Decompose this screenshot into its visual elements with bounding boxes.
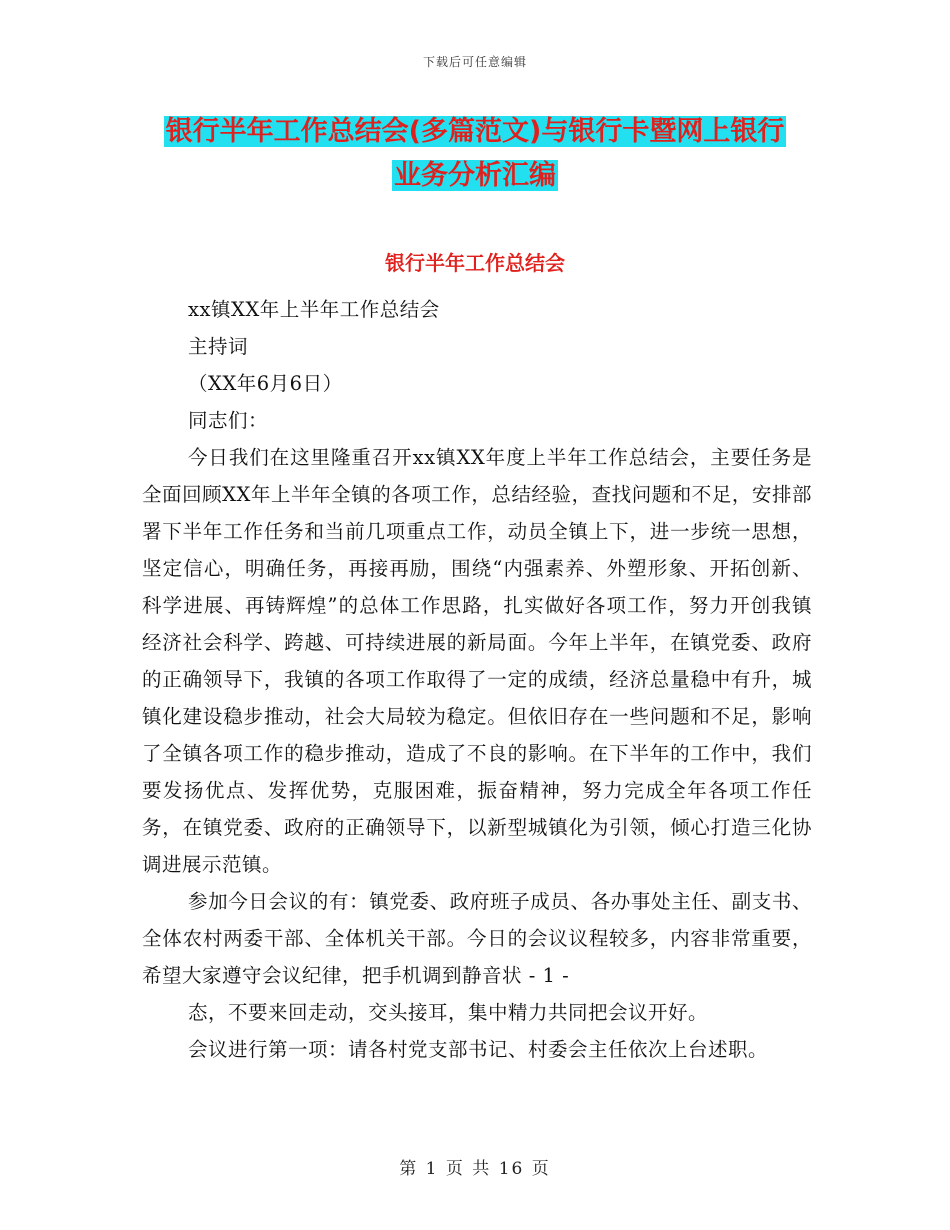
paragraph: 主持词 [188, 335, 249, 358]
paragraph: 同志们： [188, 409, 269, 432]
paragraph: （XX年6月6日） [188, 372, 343, 395]
page-footer: 第 1 页 共 16 页 [399, 1159, 551, 1179]
paragraph: xx镇XX年上半年工作总结会 [188, 298, 440, 321]
paragraph: 会议进行第一项：请各村党支部书记、村委会主任依次上台述职。 [188, 1038, 769, 1061]
title-line-2 [0, 154, 950, 198]
paragraph: 今日我们在这里隆重召开xx镇XX年度上半年工作总结会，主要任务是全面回顾XX年上半年全镇的各项工作，总结经验，查找问题和不足，安排部署下半年工作任务和当前几项重点工作，动员全镇上下，进一步统一思想，坚定信心，明确任务，再接再励，围绕“内强素养、外塑形象、开拓创新、科学进展、再铸辉煌”的总体工作思路，扎实做好各项工作，努力开创我镇经济社会科学、跨越、可持续进展的新局面。今年上半年，在镇党委、政府的正确领导下，我镇的各项工作取得了一定的成绩，经济总量稳中有升，城镇化建设稳步推动，社会大局较为稳定。但依旧存在一些问题和不足，影响了全镇各项工作的稳步推动，造成了不良的影响。在下半年的工作中，我们要发扬优点、发挥优势，克服困难，振奋精神，努力完成全年各项工作任务，在镇党委、政府的正确领导下，以新型城镇化为引领，倾心打造三化协调进展示范镇。 [142, 446, 812, 876]
header-note: 下载后可任意编辑 [422, 55, 527, 69]
paragraph: 参加今日会议的有：镇党委、政府班子成员、各办事处主任、副支书、全体农村两委干部、全体机关干部。今日的会议议程较多，内容非常重要，希望大家遵守会议纪律，把手机调到静音状 - 1 - [142, 890, 812, 987]
document-title [0, 110, 950, 198]
section-title: 银行半年工作总结会 [385, 251, 565, 275]
title-line-1 [0, 110, 950, 154]
title-line-1-text: 银行半年工作总结会(多篇范文)与银行卡暨网上银行 [165, 116, 785, 147]
title-line-2-text: 业务分析汇编 [394, 160, 556, 191]
body-text [142, 291, 812, 1068]
paragraph: 态，不要来回走动，交头接耳，集中精力共同把会议开好。 [188, 1001, 709, 1024]
